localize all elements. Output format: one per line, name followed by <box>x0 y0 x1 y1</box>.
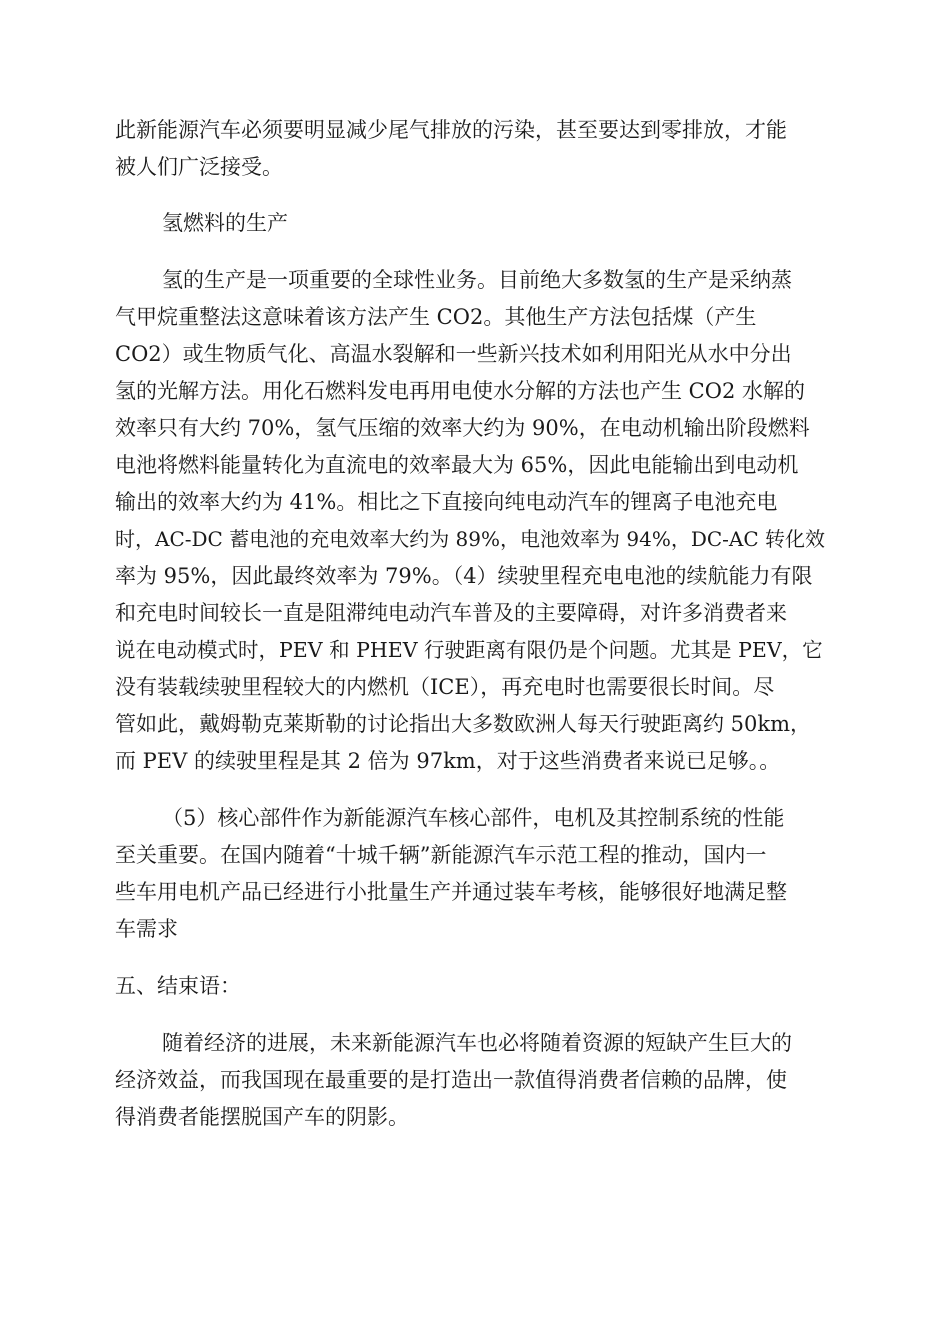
text-line: （5）核心部件作为新能源汽车核心部件，电机及其控制系统的性能 <box>162 806 785 830</box>
text-line: 时，AC-DC 蓄电池的充电效率大约为 89%，电池效率为 94%，DC-AC 转化效 <box>115 527 826 551</box>
text-line: 输出的效率大约为 41%。相比之下直接向纯电动汽车的锂离子电池充电 <box>115 490 778 514</box>
text-line: 率为 95%，因此最终效率为 79%。（4）续驶里程充电电池的续航能力有限 <box>115 564 813 588</box>
text-line: CO2）或生物质气化、高温水裂解和一些新兴技术如利用阳光从水中分出 <box>115 342 792 366</box>
text-line: 没有装载续驶里程较大的内燃机（ICE），再充电时也需要很长时间。尽 <box>115 675 775 699</box>
text-line: 经济效益，而我国现在最重要的是打造出一款值得消费者信赖的品牌，使 <box>115 1068 787 1092</box>
text-line: 至关重要。在国内随着“十城千辆”新能源汽车示范工程的推动，国内一 <box>115 843 767 867</box>
text-line: 氢的生产是一项重要的全球性业务。目前绝大多数氢的生产是采纳蒸 <box>162 268 792 292</box>
text-line: 管如此，戴姆勒克莱斯勒的讨论指出大多数欧洲人每天行驶距离约 50km， <box>115 712 812 736</box>
text-line: 效率只有大约 70%，氢气压缩的效率大约为 90%，在电动机输出阶段燃料 <box>115 416 810 440</box>
text-line: 氢的光解方法。用化石燃料发电再用电使水分解的方法也产生 CO2 水解的 <box>115 379 805 403</box>
text-line: 和充电时间较长一直是阻滞纯电动汽车普及的主要障碍，对许多消费者来 <box>115 601 787 625</box>
text-line: 而 PEV 的续驶里程是其 2 倍为 97km，对于这些消费者来说已足够。。 <box>115 749 781 773</box>
text-line: 随着经济的进展，未来新能源汽车也必将随着资源的短缺产生巨大的 <box>162 1031 792 1055</box>
section-heading: 氢燃料的生产 <box>162 211 288 235</box>
text-line: 气甲烷重整法这意味着该方法产生 CO2。其他生产方法包括煤（产生 <box>115 305 757 329</box>
text-line: 得消费者能摆脱国产车的阴影。 <box>115 1105 409 1129</box>
section-heading: 五、结束语： <box>115 974 241 998</box>
text-line: 些车用电机产品已经进行小批量生产并通过装车考核，能够很好地满足整 <box>115 880 787 904</box>
text-line: 电池将燃料能量转化为直流电的效率最大为 65%，因此电能输出到电动机 <box>115 453 799 477</box>
text-line: 说在电动模式时，PEV 和 PHEV 行驶距离有限仍是个问题。尤其是 PEV，它 <box>115 638 823 662</box>
text-line: 车需求 <box>115 917 178 941</box>
text-line: 被人们广泛接受。 <box>115 155 283 179</box>
text-line: 此新能源汽车必须要明显减少尾气排放的污染，甚至要达到零排放，才能 <box>115 118 787 142</box>
